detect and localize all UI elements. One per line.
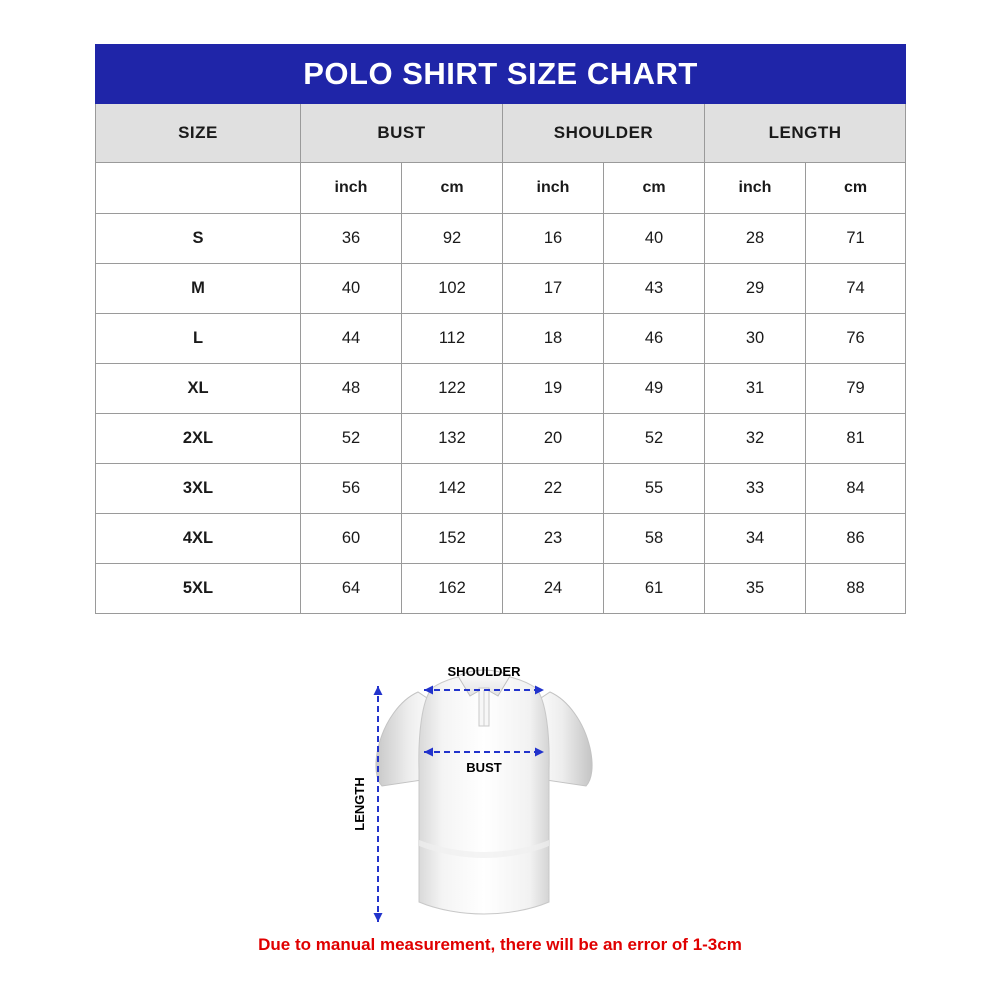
cell-length-inch: 34 xyxy=(705,514,806,564)
measurement-diagram xyxy=(340,630,670,930)
cell-bust-cm: 122 xyxy=(402,364,503,414)
cell-length-cm: 84 xyxy=(806,464,906,514)
cell-bust-cm: 92 xyxy=(402,214,503,264)
cell-size: 4XL xyxy=(96,514,301,564)
cell-shoulder-inch: 17 xyxy=(503,264,604,314)
cell-bust-inch: 56 xyxy=(301,464,402,514)
cell-length-inch: 33 xyxy=(705,464,806,514)
cell-shoulder-cm: 52 xyxy=(604,414,705,464)
cell-shoulder-inch: 20 xyxy=(503,414,604,464)
cell-length-cm: 81 xyxy=(806,414,906,464)
cell-shoulder-inch: 18 xyxy=(503,314,604,364)
unit-header-length-cm: cm xyxy=(806,163,906,214)
cell-size: 3XL xyxy=(96,464,301,514)
bust-label: BUST xyxy=(466,760,502,775)
cell-shoulder-cm: 43 xyxy=(604,264,705,314)
cell-bust-inch: 48 xyxy=(301,364,402,414)
table-row xyxy=(96,464,906,514)
size-chart-table xyxy=(95,44,906,614)
measurement-note: Due to manual measurement, there will be an error of 1-3cm xyxy=(258,935,742,954)
cell-length-inch: 28 xyxy=(705,214,806,264)
table-row xyxy=(96,514,906,564)
cell-bust-cm: 152 xyxy=(402,514,503,564)
cell-length-inch: 31 xyxy=(705,364,806,414)
cell-length-cm: 76 xyxy=(806,314,906,364)
shoulder-label: SHOULDER xyxy=(447,664,521,679)
cell-bust-inch: 60 xyxy=(301,514,402,564)
polo-shirt-illustration xyxy=(340,630,670,930)
unit-header-bust-cm: cm xyxy=(402,163,503,214)
cell-shoulder-cm: 55 xyxy=(604,464,705,514)
cell-shoulder-cm: 61 xyxy=(604,564,705,614)
unit-header-length-inch: inch xyxy=(705,163,806,214)
cell-size: S xyxy=(96,214,301,264)
cell-bust-cm: 112 xyxy=(402,314,503,364)
cell-size: 2XL xyxy=(96,414,301,464)
cell-length-inch: 35 xyxy=(705,564,806,614)
unit-header-blank xyxy=(96,163,301,214)
table-row xyxy=(96,414,906,464)
unit-header-shoulder-inch: inch xyxy=(503,163,604,214)
cell-bust-inch: 40 xyxy=(301,264,402,314)
cell-shoulder-cm: 49 xyxy=(604,364,705,414)
table-row xyxy=(96,314,906,364)
cell-length-cm: 79 xyxy=(806,364,906,414)
chart-title-row xyxy=(96,45,906,104)
table-row xyxy=(96,364,906,414)
cell-size: 5XL xyxy=(96,564,301,614)
table-row xyxy=(96,564,906,614)
cell-bust-inch: 64 xyxy=(301,564,402,614)
group-header-bust: BUST xyxy=(301,104,503,163)
cell-bust-cm: 142 xyxy=(402,464,503,514)
cell-shoulder-inch: 19 xyxy=(503,364,604,414)
cell-shoulder-cm: 58 xyxy=(604,514,705,564)
cell-size: M xyxy=(96,264,301,314)
table-row xyxy=(96,264,906,314)
unit-header-shoulder-cm: cm xyxy=(604,163,705,214)
cell-shoulder-inch: 22 xyxy=(503,464,604,514)
cell-bust-cm: 102 xyxy=(402,264,503,314)
cell-shoulder-inch: 23 xyxy=(503,514,604,564)
page-title: POLO SHIRT SIZE CHART xyxy=(96,45,906,104)
unit-header-row xyxy=(96,163,906,214)
cell-size: XL xyxy=(96,364,301,414)
cell-length-inch: 29 xyxy=(705,264,806,314)
cell-length-inch: 30 xyxy=(705,314,806,364)
cell-bust-cm: 162 xyxy=(402,564,503,614)
group-header-length: LENGTH xyxy=(705,104,906,163)
cell-length-cm: 86 xyxy=(806,514,906,564)
cell-shoulder-inch: 24 xyxy=(503,564,604,614)
cell-bust-inch: 52 xyxy=(301,414,402,464)
cell-length-cm: 74 xyxy=(806,264,906,314)
group-header-row xyxy=(96,104,906,163)
length-measure xyxy=(352,686,383,922)
cell-bust-inch: 44 xyxy=(301,314,402,364)
cell-shoulder-cm: 46 xyxy=(604,314,705,364)
size-chart-table-wrap xyxy=(95,44,905,614)
unit-header-bust-inch: inch xyxy=(301,163,402,214)
group-header-size: SIZE xyxy=(96,104,301,163)
cell-bust-inch: 36 xyxy=(301,214,402,264)
cell-bust-cm: 132 xyxy=(402,414,503,464)
group-header-shoulder: SHOULDER xyxy=(503,104,705,163)
cell-shoulder-cm: 40 xyxy=(604,214,705,264)
length-label: LENGTH xyxy=(352,777,367,831)
table-row xyxy=(96,214,906,264)
cell-length-cm: 71 xyxy=(806,214,906,264)
cell-size: L xyxy=(96,314,301,364)
cell-length-inch: 32 xyxy=(705,414,806,464)
cell-shoulder-inch: 16 xyxy=(503,214,604,264)
cell-length-cm: 88 xyxy=(806,564,906,614)
shirt-shape xyxy=(376,670,592,914)
